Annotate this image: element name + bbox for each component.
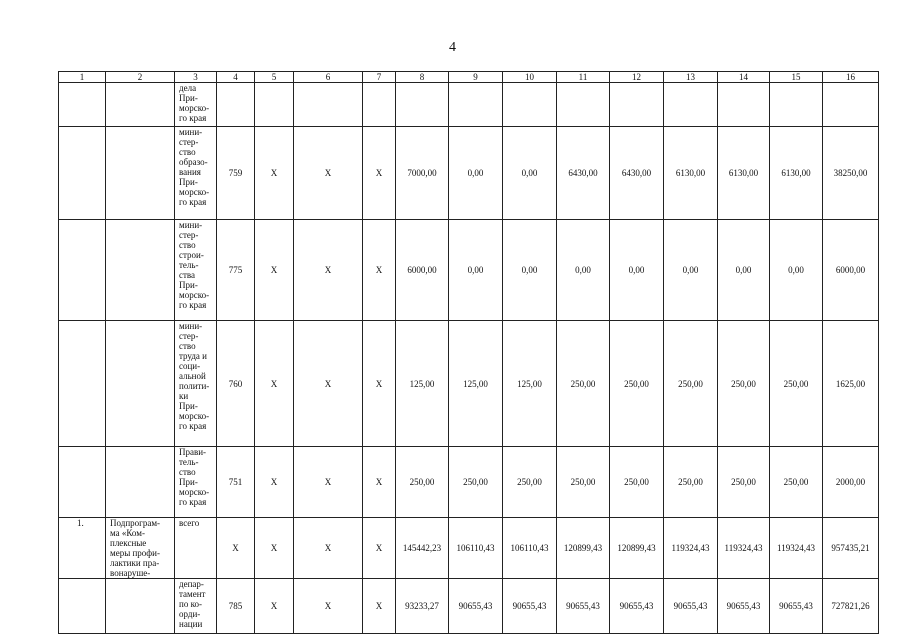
table-cell: 250,00: [503, 447, 557, 518]
header-cell: 12: [610, 72, 664, 83]
header-row: [59, 72, 879, 83]
table-cell: 759: [217, 127, 255, 220]
table-cell: 125,00: [449, 321, 503, 447]
table-cell: 250,00: [770, 321, 823, 447]
table-cell: [106, 127, 175, 220]
table-cell: [449, 83, 503, 127]
table-cell: [503, 83, 557, 127]
header-cell: 11: [557, 72, 610, 83]
table-cell: [255, 83, 294, 127]
table-cell: [106, 579, 175, 634]
table-cell: Прави- тель- ство При- морско- го края: [175, 447, 217, 518]
table-cell: 957435,21: [823, 518, 879, 579]
table-cell: X: [255, 321, 294, 447]
table-cell: 250,00: [557, 321, 610, 447]
table-cell: 125,00: [503, 321, 557, 447]
table-cell: 106110,43: [503, 518, 557, 579]
table-cell: [106, 321, 175, 447]
table-cell: 250,00: [610, 321, 664, 447]
table-cell: 0,00: [718, 220, 770, 321]
table-cell: 0,00: [449, 220, 503, 321]
table-cell: 90655,43: [664, 579, 718, 634]
table-cell: X: [255, 579, 294, 634]
table-cell: X: [255, 220, 294, 321]
header-cell: 16: [823, 72, 879, 83]
table-row: [59, 579, 879, 634]
table-cell: X: [363, 447, 396, 518]
table-cell: [664, 83, 718, 127]
table-cell: [610, 83, 664, 127]
header-cell: 4: [217, 72, 255, 83]
table-cell: 6130,00: [718, 127, 770, 220]
table-cell: X: [363, 579, 396, 634]
header-cell: 13: [664, 72, 718, 83]
table-cell: 120899,43: [557, 518, 610, 579]
table-cell: 93233,27: [396, 579, 449, 634]
table-cell: X: [255, 127, 294, 220]
table-cell: 0,00: [503, 220, 557, 321]
table-cell: 145442,23: [396, 518, 449, 579]
table-cell: 90655,43: [503, 579, 557, 634]
table-cell: мини- стер- ство строи- тель- ства При- морско- го края: [175, 220, 217, 321]
table-cell: 250,00: [449, 447, 503, 518]
table-cell: [770, 83, 823, 127]
table-cell: 250,00: [557, 447, 610, 518]
table-cell: дела При- морско- го края: [175, 83, 217, 127]
table-cell: X: [363, 518, 396, 579]
table-cell: 250,00: [718, 321, 770, 447]
table-cell: 785: [217, 579, 255, 634]
table-cell: 250,00: [770, 447, 823, 518]
table-row: [59, 127, 879, 220]
table-cell: [718, 83, 770, 127]
table-cell: 0,00: [557, 220, 610, 321]
header-cell: 7: [363, 72, 396, 83]
header-cell: 10: [503, 72, 557, 83]
table-cell: 727821,26: [823, 579, 879, 634]
table-cell: [396, 83, 449, 127]
table-cell: 6000,00: [823, 220, 879, 321]
table-cell: [59, 579, 106, 634]
table-cell: 2000,00: [823, 447, 879, 518]
table-cell: 0,00: [664, 220, 718, 321]
table-cell: X: [255, 447, 294, 518]
table-cell: [557, 83, 610, 127]
table-row: [59, 83, 879, 127]
table-cell: 250,00: [664, 321, 718, 447]
table-cell: [59, 83, 106, 127]
table-row: [59, 220, 879, 321]
header-cell: 14: [718, 72, 770, 83]
table-cell: [59, 321, 106, 447]
table-cell: X: [294, 127, 363, 220]
budget-table: [58, 71, 879, 634]
table-cell: 250,00: [396, 447, 449, 518]
header-cell: 6: [294, 72, 363, 83]
table-cell: [59, 127, 106, 220]
table-cell: всего: [175, 518, 217, 579]
header-cell: 9: [449, 72, 503, 83]
table-cell: [59, 220, 106, 321]
header-cell: 5: [255, 72, 294, 83]
table-cell: 125,00: [396, 321, 449, 447]
table-cell: [363, 83, 396, 127]
table-cell: [59, 447, 106, 518]
table-cell: [106, 83, 175, 127]
table-cell: [823, 83, 879, 127]
table-cell: 751: [217, 447, 255, 518]
table-cell: 6430,00: [610, 127, 664, 220]
table-cell: 90655,43: [718, 579, 770, 634]
table-cell: X: [255, 518, 294, 579]
table-cell: мини- стер- ство труда и соци- альной полити- ки При- морско- го края: [175, 321, 217, 447]
header-cell: 2: [106, 72, 175, 83]
page-number: 4: [449, 40, 456, 55]
table-cell: Подпрограм- ма «Ком- плексные меры профи- лактики пра- вонаруше-: [106, 518, 175, 579]
table-cell: 250,00: [664, 447, 718, 518]
table-cell: 760: [217, 321, 255, 447]
table-cell: 250,00: [610, 447, 664, 518]
table-cell: [294, 83, 363, 127]
table-cell: [106, 220, 175, 321]
table-cell: X: [294, 518, 363, 579]
table-row: [59, 447, 879, 518]
table-cell: 7000,00: [396, 127, 449, 220]
table-cell: 0,00: [503, 127, 557, 220]
table-cell: X: [363, 220, 396, 321]
header-cell: 8: [396, 72, 449, 83]
table-cell: 119324,43: [770, 518, 823, 579]
table-cell: 6000,00: [396, 220, 449, 321]
table-cell: X: [363, 321, 396, 447]
table-cell: [217, 83, 255, 127]
table-cell: X: [217, 518, 255, 579]
table-cell: 38250,00: [823, 127, 879, 220]
table-cell: 0,00: [449, 127, 503, 220]
table-cell: X: [294, 321, 363, 447]
table-cell: 6130,00: [664, 127, 718, 220]
header-cell: 3: [175, 72, 217, 83]
table-cell: 1625,00: [823, 321, 879, 447]
table-cell: X: [363, 127, 396, 220]
table-cell: 0,00: [610, 220, 664, 321]
header-cell: 15: [770, 72, 823, 83]
table-cell: 119324,43: [718, 518, 770, 579]
table-cell: 0,00: [770, 220, 823, 321]
table-cell: 120899,43: [610, 518, 664, 579]
table-cell: 90655,43: [449, 579, 503, 634]
table-cell: 250,00: [718, 447, 770, 518]
table-cell: 90655,43: [770, 579, 823, 634]
table-cell: 6130,00: [770, 127, 823, 220]
table-cell: 90655,43: [557, 579, 610, 634]
table-cell: X: [294, 579, 363, 634]
table-row: [59, 321, 879, 447]
table-cell: [106, 447, 175, 518]
table-cell: X: [294, 220, 363, 321]
table-cell: депар- тамент по ко- орди- нации: [175, 579, 217, 634]
table-cell: 775: [217, 220, 255, 321]
table-cell: 1.: [59, 518, 106, 579]
table-cell: 90655,43: [610, 579, 664, 634]
table-cell: мини- стер- ство образо- вания При- морско- го края: [175, 127, 217, 220]
table-cell: 106110,43: [449, 518, 503, 579]
table-cell: 119324,43: [664, 518, 718, 579]
table-cell: 6430,00: [557, 127, 610, 220]
table-cell: X: [294, 447, 363, 518]
header-cell: 1: [59, 72, 106, 83]
table-row: [59, 518, 879, 579]
